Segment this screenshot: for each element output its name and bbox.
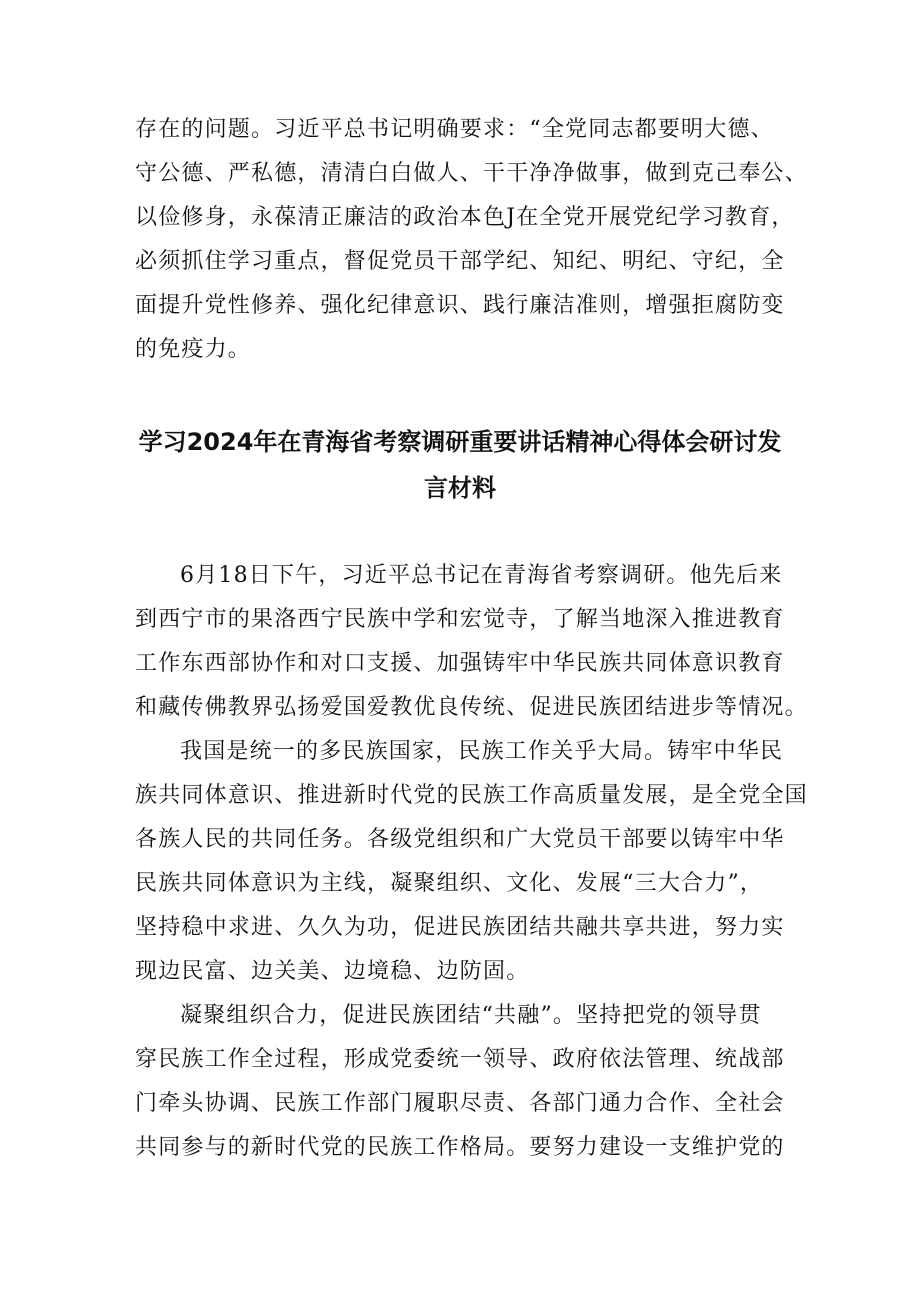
text-line: 到西宁市的果洛西宁民族中学和宏觉寺，了解当地深入推进教育: [135, 607, 785, 632]
text-line: 的免疫力。: [135, 337, 252, 362]
text-line: 以俭修身，永葆清正廉洁的政治本色J在全党开展党纪学习教育，: [135, 205, 795, 230]
text-line: 6月18日下午，习近平总书记在青海省考察调研。他先后来: [180, 563, 783, 588]
text-line: 各族人民的共同任务。各级党组织和广大党员干部要以铸牢中华: [135, 827, 785, 852]
text-line: 必须抓住学习重点，督促党员干部学纪、知纪、明纪、守纪，全: [135, 249, 785, 274]
text-line: 坚持稳中求进、久久为功，促进民族团结共融共享共进，努力实: [135, 915, 785, 940]
text-line: 穿民族工作全过程，形成党委统一领导、政府依法管理、统战部: [135, 1047, 785, 1072]
text-line: 共同参与的新时代党的民族工作格局。要努力建设一支维护党的: [135, 1135, 785, 1160]
text-line: 民族共同体意识为主线，凝聚组织、文化、发展“三大合力”，: [135, 871, 764, 896]
title-line-1: 学习2024年在青海省考察调研重要讲话精神心得体会研讨发: [138, 428, 782, 456]
text-line: 工作东西部协作和对口支援、加强铸牢中华民族共同体意识教育: [135, 651, 785, 676]
text-line: 存在的问题。习近平总书记明确要求：“全党同志都要明大德、: [135, 117, 774, 142]
text-line: 我国是统一的多民族国家，民族工作关乎大局。铸牢中华民: [180, 739, 784, 764]
text-line: 和藏传佛教界弘扬爱国爱教优良传统、促进民族团结进步等情况。: [135, 695, 808, 720]
text-line: 凝聚组织合力，促进民族团结“共融”。坚持把党的领导贯: [180, 1003, 762, 1028]
text-line: 现边民富、边关美、边境稳、边防固。: [135, 959, 530, 984]
text-line: 门牵头协调、民族工作部门履职尽责、各部门通力合作、全社会: [135, 1091, 785, 1116]
text-line: 族共同体意识、推进新时代党的民族工作高质量发展，是全党全国: [135, 783, 808, 808]
text-line: 面提升党性修养、强化纪律意识、践行廉洁准则，增强拒腐防变: [135, 293, 785, 318]
title-line-2: 言材料: [424, 474, 496, 502]
text-line: 守公德、严私德，清清白白做人、干干净净做事，做到克己奉公、: [135, 161, 808, 186]
